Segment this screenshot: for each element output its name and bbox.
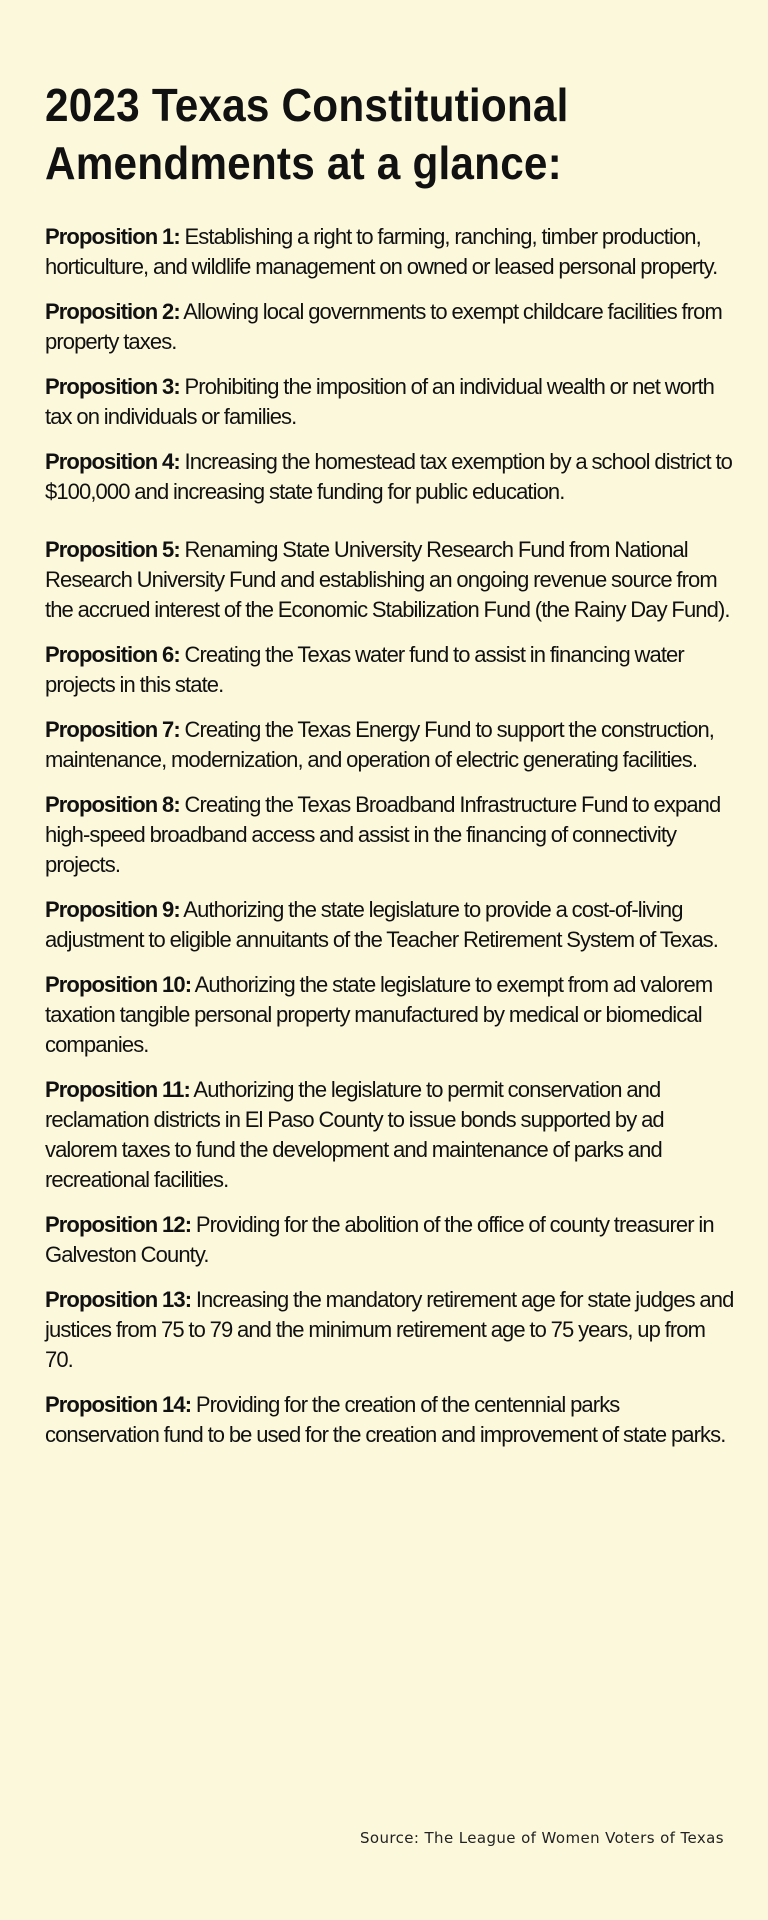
- proposition-6: [45, 640, 735, 700]
- proposition-14: [45, 1390, 735, 1450]
- proposition-text: Providing for the creation of the centennial parks conservation fund to be used for the creation and improvement of state parks.: [45, 1392, 726, 1447]
- proposition-label: Proposition 4:: [45, 449, 180, 474]
- proposition-label: Proposition 14:: [45, 1392, 192, 1417]
- proposition-label: Proposition 2:: [45, 299, 180, 324]
- proposition-2: [45, 297, 735, 357]
- proposition-text: Creating the Texas Broadband Infrastructure Fund to expand high-speed broadband access and assist in the financing of connectivity projects.: [45, 792, 721, 877]
- proposition-text: Increasing the mandatory retirement age for state judges and justices from 75 to 79 and the minimum retirement age to 75 years, up from 70.: [45, 1287, 734, 1372]
- proposition-label: Proposition 11:: [45, 1077, 190, 1102]
- proposition-label: Proposition 9:: [45, 897, 180, 922]
- proposition-12: [45, 1210, 735, 1270]
- proposition-text: Renaming State University Research Fund from National Research University Fund and establishing an ongoing revenue source from the accrued interest of the Economic Stabilization Fund (the Rainy Day Fund).: [45, 537, 730, 622]
- proposition-4: [45, 447, 735, 507]
- proposition-label: Proposition 3:: [45, 374, 180, 399]
- proposition-text: Authorizing the state legislature to provide a cost-of-living adjustment to eligible annuitants of the Teacher Retirement System of Texas.: [45, 897, 718, 952]
- proposition-list: [45, 222, 735, 1450]
- proposition-text: Prohibiting the imposition of an individual wealth or net worth tax on individuals or families.: [45, 374, 714, 429]
- proposition-text: Providing for the abolition of the office of county treasurer in Galveston County.: [45, 1212, 714, 1267]
- proposition-7: [45, 715, 735, 775]
- proposition-text: Allowing local governments to exempt childcare facilities from property taxes.: [45, 299, 722, 354]
- proposition-1: [45, 222, 735, 282]
- proposition-3: [45, 372, 735, 432]
- proposition-text: Authorizing the state legislature to exempt from ad valorem taxation tangible personal property manufactured by medical or biomedical companies.: [45, 972, 713, 1057]
- proposition-label: Proposition 13:: [45, 1287, 192, 1312]
- proposition-label: Proposition 12:: [45, 1212, 192, 1237]
- proposition-label: Proposition 6:: [45, 642, 180, 667]
- proposition-13: [45, 1285, 735, 1375]
- proposition-text: Creating the Texas Energy Fund to support the construction, maintenance, modernization, and operation of electric generating facilities.: [45, 717, 715, 772]
- proposition-text: Creating the Texas water fund to assist in financing water projects in this state.: [45, 642, 684, 697]
- proposition-text: Increasing the homestead tax exemption by a school district to $100,000 and increasing state funding for public education.: [45, 449, 732, 504]
- proposition-label: Proposition 10:: [45, 972, 192, 997]
- page-title: [45, 76, 707, 192]
- proposition-5: [45, 535, 735, 625]
- source-credit: Source: The League of Women Voters of Texas: [359, 1829, 724, 1847]
- proposition-label: Proposition 8:: [45, 792, 180, 817]
- content: [45, 76, 735, 1465]
- title-line-1: 2023 Texas Constitutional: [45, 79, 569, 131]
- proposition-label: Proposition 1:: [45, 224, 180, 249]
- title-line-2: Amendments at a glance:: [45, 137, 562, 189]
- proposition-text: Authorizing the legislature to permit conservation and reclamation districts in El Paso County to issue bonds supported by ad valorem taxes to fund the development and maintenance of parks and recreational facilities.: [45, 1077, 664, 1192]
- proposition-8: [45, 790, 735, 880]
- proposition-label: Proposition 7:: [45, 717, 180, 742]
- proposition-text: Establishing a right to farming, ranching, timber production, horticulture, and wildlife management on owned or leased personal property.: [45, 224, 718, 279]
- proposition-label: Proposition 5:: [45, 537, 180, 562]
- proposition-9: [45, 895, 735, 955]
- proposition-11: [45, 1075, 735, 1195]
- proposition-10: [45, 970, 735, 1060]
